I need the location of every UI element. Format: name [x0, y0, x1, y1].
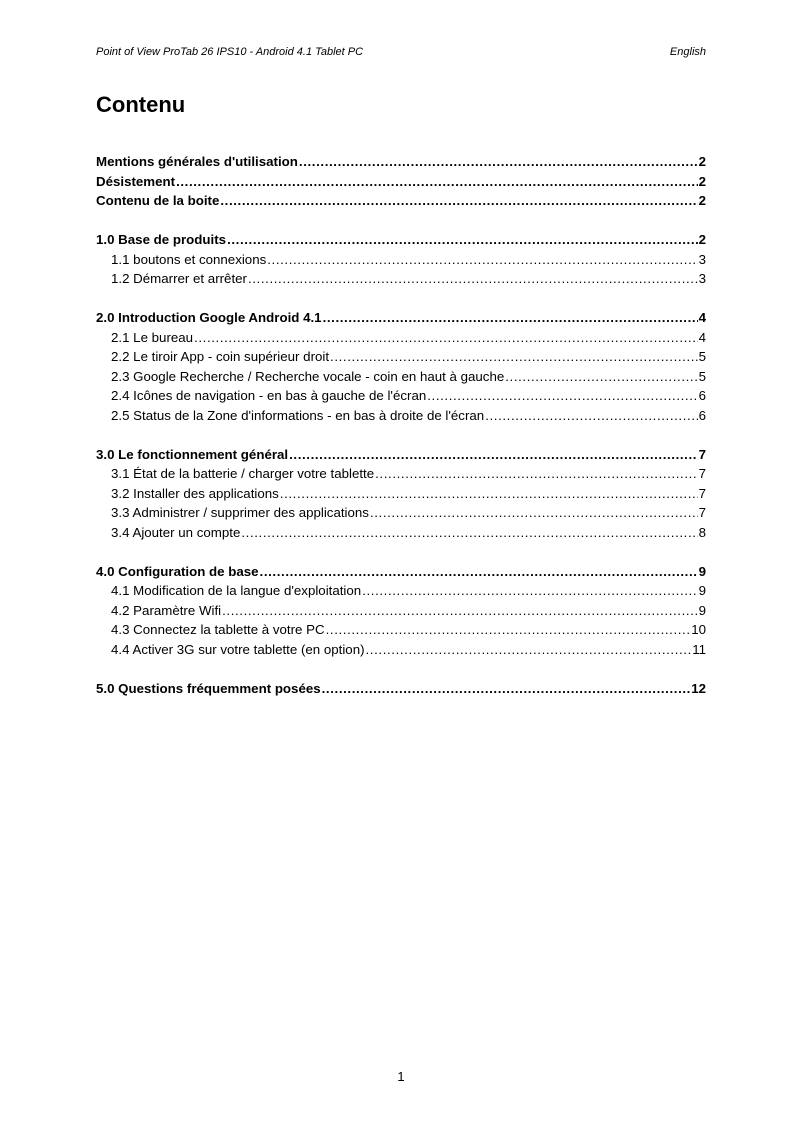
toc-leader-dots [227, 230, 698, 250]
toc-subentry[interactable] [96, 269, 706, 289]
toc-entry[interactable] [96, 152, 706, 172]
toc-subentry[interactable] [96, 601, 706, 621]
toc-subentry[interactable] [96, 347, 706, 367]
toc-entry[interactable] [96, 308, 706, 328]
toc-leader-dots [427, 386, 697, 406]
page-title: Contenu [96, 92, 186, 117]
toc-entry-page: 7 [698, 505, 706, 520]
toc-subentry[interactable] [96, 406, 706, 426]
toc-entry-title: 5.0 Questions fréquemment posées [96, 680, 321, 696]
toc-entry-page: 8 [698, 524, 706, 540]
toc-leader-dots [366, 640, 692, 660]
toc-subentry[interactable] [96, 503, 706, 523]
toc-entry-title: 2.5 Status de la Zone d'informations - en bas à droite de l'écran [111, 407, 485, 423]
toc-subentry[interactable] [96, 620, 706, 640]
toc-group [96, 308, 706, 425]
toc-entry-title: Contenu de la boite [96, 193, 220, 208]
toc-entry-page: 2 [698, 193, 706, 208]
page-header [96, 46, 706, 58]
toc-entry-title: 4.1 Modification de la langue d'exploitation [111, 583, 362, 598]
toc-leader-dots [330, 347, 698, 367]
toc-entry-title: 3.2 Installer des applications [111, 485, 279, 501]
toc-leader-dots [289, 445, 697, 465]
toc-entry[interactable] [96, 679, 706, 699]
toc-leader-dots [280, 484, 698, 504]
toc-entry-title: 2.0 Introduction Google Android 4.1 [96, 310, 322, 325]
toc-entry-title: 4.3 Connectez la tablette à votre PC [111, 622, 325, 637]
header-language: English [669, 46, 706, 58]
toc-entry-page: 4 [698, 329, 706, 345]
toc-entry[interactable] [96, 445, 706, 465]
toc-leader-dots [248, 269, 698, 289]
toc-leader-dots [485, 406, 697, 426]
toc-entry-title: 3.1 État de la batterie / charger votre tablette [111, 466, 375, 481]
toc-leader-dots [323, 308, 698, 328]
toc-entry-title: 2.3 Google Recherche / Recherche vocale - coin en haut à gauche [111, 368, 505, 384]
toc-leader-dots [220, 191, 697, 211]
toc-entry-title: 2.2 Le tiroir App - coin supérieur droit [111, 349, 330, 364]
toc-entry[interactable] [96, 230, 706, 250]
toc-subentry[interactable] [96, 640, 706, 660]
toc-subentry[interactable] [96, 464, 706, 484]
toc-entry-page: 3 [698, 251, 706, 267]
toc-entry-title: Désistement [96, 173, 176, 189]
toc-leader-dots [260, 562, 698, 582]
toc-entry[interactable] [96, 191, 706, 211]
toc-entry-title: 1.1 boutons et connexions [111, 251, 267, 267]
toc-entry-page: 9 [698, 563, 706, 579]
toc-entry-title: 1.0 Base de produits [96, 232, 227, 247]
page-number: 1 [397, 1069, 405, 1084]
toc-entry-page: 12 [691, 680, 706, 696]
toc-group [96, 230, 706, 289]
toc-entry-page: 10 [691, 622, 706, 637]
toc-entry-title: 4.4 Activer 3G sur votre tablette (en option) [111, 641, 365, 657]
header-document-title: Point of View ProTab 26 IPS10 - Android 4.1 Tablet PC [96, 46, 364, 58]
toc-entry[interactable] [96, 172, 706, 192]
toc-leader-dots [370, 503, 698, 523]
toc-entry-page: 6 [698, 388, 706, 403]
toc-leader-dots [267, 250, 697, 270]
toc-entry-title: 3.3 Administrer / supprimer des applications [111, 505, 369, 520]
toc-group [96, 152, 706, 211]
toc-subentry[interactable] [96, 367, 706, 387]
toc-entry-title: 3.0 Le fonctionnement général [96, 446, 289, 462]
toc-leader-dots [375, 464, 697, 484]
toc-group [96, 679, 706, 699]
toc-entry-title: 2.4 Icônes de navigation - en bas à gauche de l'écran [111, 388, 427, 403]
toc-leader-dots [322, 679, 691, 699]
toc-entry-page: 7 [698, 446, 706, 462]
toc-subentry[interactable] [96, 581, 706, 601]
toc-leader-dots [505, 367, 697, 387]
toc-entry-page: 5 [698, 368, 706, 384]
toc-group [96, 445, 706, 543]
toc-subentry[interactable] [96, 328, 706, 348]
toc-entry-title: 3.4 Ajouter un compte [111, 524, 241, 540]
toc-entry-title: 4.0 Configuration de base [96, 563, 259, 579]
toc-entry-page: 9 [698, 583, 706, 598]
toc-entry-page: 4 [698, 310, 706, 325]
toc-leader-dots [194, 328, 698, 348]
toc-leader-dots [362, 581, 697, 601]
toc-subentry[interactable] [96, 250, 706, 270]
toc-leader-dots [222, 601, 697, 621]
toc-leader-dots [176, 172, 698, 192]
toc-subentry[interactable] [96, 386, 706, 406]
toc-entry-page: 9 [698, 602, 706, 618]
toc-entry-page: 5 [698, 349, 706, 364]
toc-entry-page: 11 [692, 641, 706, 657]
toc-entry-title: Mentions générales d'utilisation [96, 154, 298, 169]
toc-leader-dots [299, 152, 698, 172]
toc-entry-page: 6 [698, 407, 706, 423]
toc-entry-title: 4.2 Paramètre Wifi [111, 602, 222, 618]
toc-entry-page: 7 [698, 466, 706, 481]
toc-entry-page: 2 [698, 154, 706, 169]
table-of-contents [96, 152, 706, 718]
toc-entry[interactable] [96, 562, 706, 582]
toc-group [96, 562, 706, 660]
toc-entry-title: 1.2 Démarrer et arrêter [111, 271, 247, 286]
toc-entry-page: 2 [698, 173, 706, 189]
toc-subentry[interactable] [96, 523, 706, 543]
toc-entry-page: 2 [698, 232, 706, 247]
toc-entry-page: 7 [698, 485, 706, 501]
toc-leader-dots [241, 523, 697, 543]
toc-entry-title: 2.1 Le bureau [111, 329, 194, 345]
toc-leader-dots [326, 620, 691, 640]
toc-subentry[interactable] [96, 484, 706, 504]
toc-entry-page: 3 [698, 271, 706, 286]
